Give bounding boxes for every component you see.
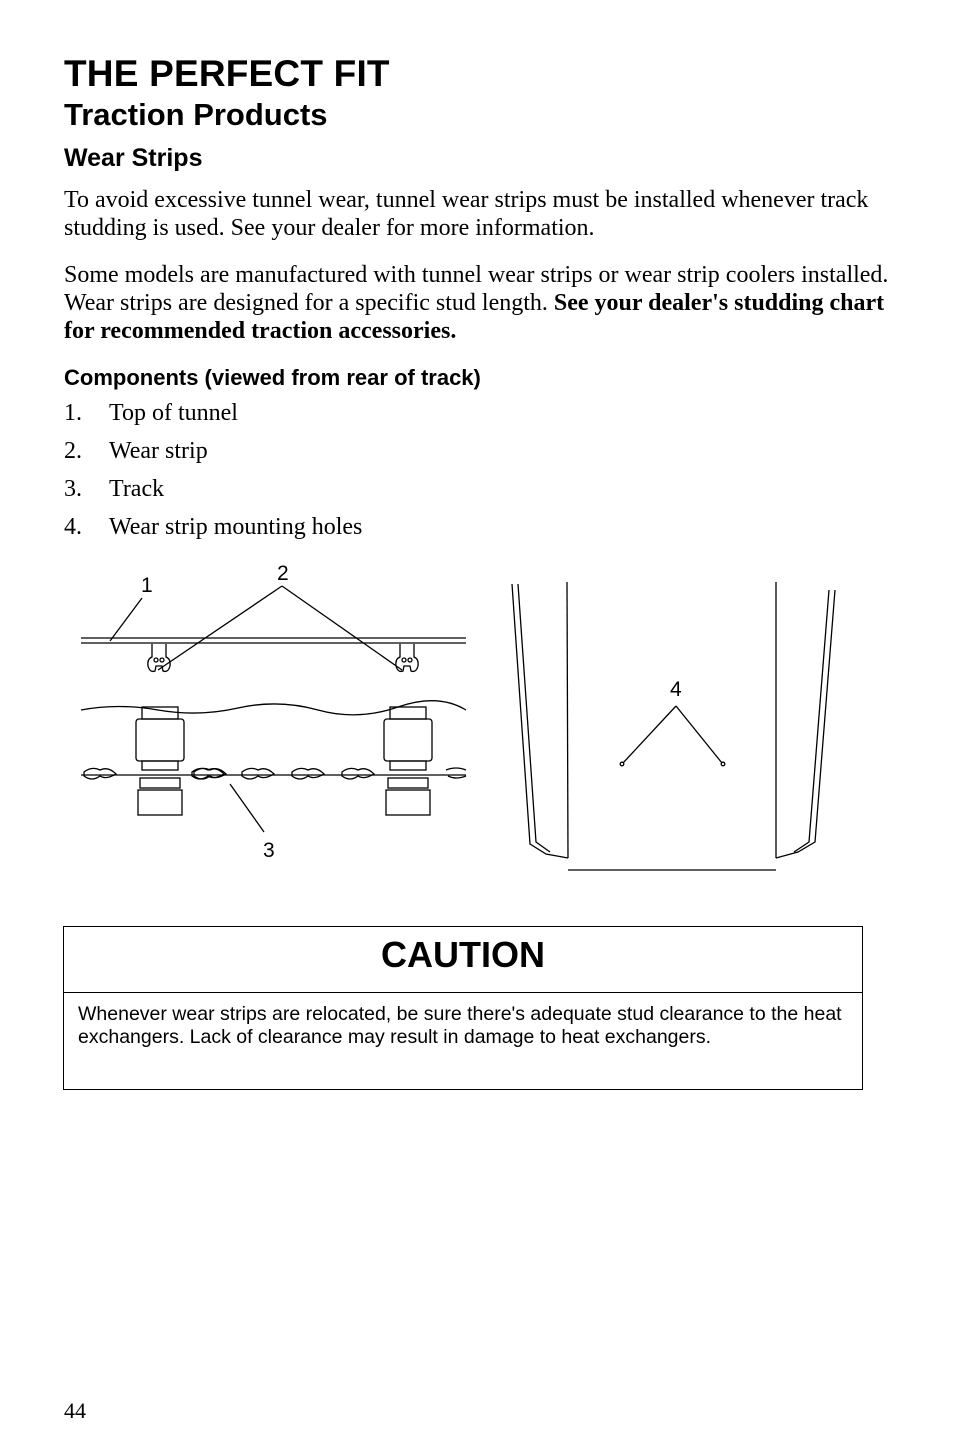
rear-track-view (81, 586, 466, 832)
mounting-hole (620, 762, 624, 766)
callout-leader-1 (110, 598, 142, 641)
track-top-edge (81, 701, 466, 715)
callout-leader-2a (158, 586, 282, 670)
tunnel-top (81, 638, 466, 643)
section-heading: Wear Strips (64, 144, 203, 172)
wear-strip-left (148, 644, 170, 671)
item-label: Wear strip (109, 438, 208, 464)
callout-2: 2 (277, 562, 289, 585)
callout-4: 4 (670, 678, 682, 701)
item-number: 2. (64, 438, 82, 464)
models-paragraph-text: Some models are manufactured with tunnel wear strips or wear strip coolers installed. Wear strips are designed for a specific stud length. (64, 262, 889, 316)
caution-title: CAUTION (64, 927, 862, 993)
item-label: Track (109, 476, 165, 502)
track-cleat-left (136, 707, 184, 815)
page-number: 44 (64, 1398, 86, 1423)
list-item (64, 435, 362, 473)
models-paragraph (64, 261, 894, 345)
item-number: 4. (64, 514, 82, 540)
item-number: 1. (64, 400, 82, 426)
callout-leader-2b (282, 586, 402, 670)
intro-paragraph: To avoid excessive tunnel wear, tunnel wear strips must be installed whenever track studding is used. See your dealer for more information. (64, 187, 869, 241)
studding-chart-note: See your dealer's studding chart for recommended traction accessories. (64, 290, 885, 344)
caution-text: Whenever wear strips are relocated, be sure there's adequate stud clearance to the heat exchangers. Lack of clearance may result in damage to heat exchangers. (78, 1003, 842, 1048)
mounting-hole (721, 762, 725, 766)
callout-3: 3 (263, 839, 275, 862)
callout-leader-4a (623, 706, 676, 763)
item-label: Wear strip mounting holes (109, 514, 363, 540)
callout-1: 1 (141, 574, 153, 597)
list-item (64, 511, 362, 549)
underside-tunnel-view (512, 582, 835, 870)
caution-box (63, 926, 863, 1090)
track-cleat-right (384, 707, 432, 815)
callout-leader-3 (230, 784, 264, 832)
page-subtitle: Traction Products (64, 97, 328, 132)
list-item (64, 397, 362, 435)
item-number: 3. (64, 476, 82, 502)
page-title: THE PERFECT FIT (64, 53, 390, 94)
components-heading: Components (viewed from rear of track) (64, 365, 481, 390)
components-list (64, 397, 362, 549)
list-item (64, 473, 362, 511)
wear-strip-diagram (78, 562, 878, 882)
callout-leader-4b (676, 706, 722, 763)
item-label: Top of tunnel (109, 400, 238, 426)
